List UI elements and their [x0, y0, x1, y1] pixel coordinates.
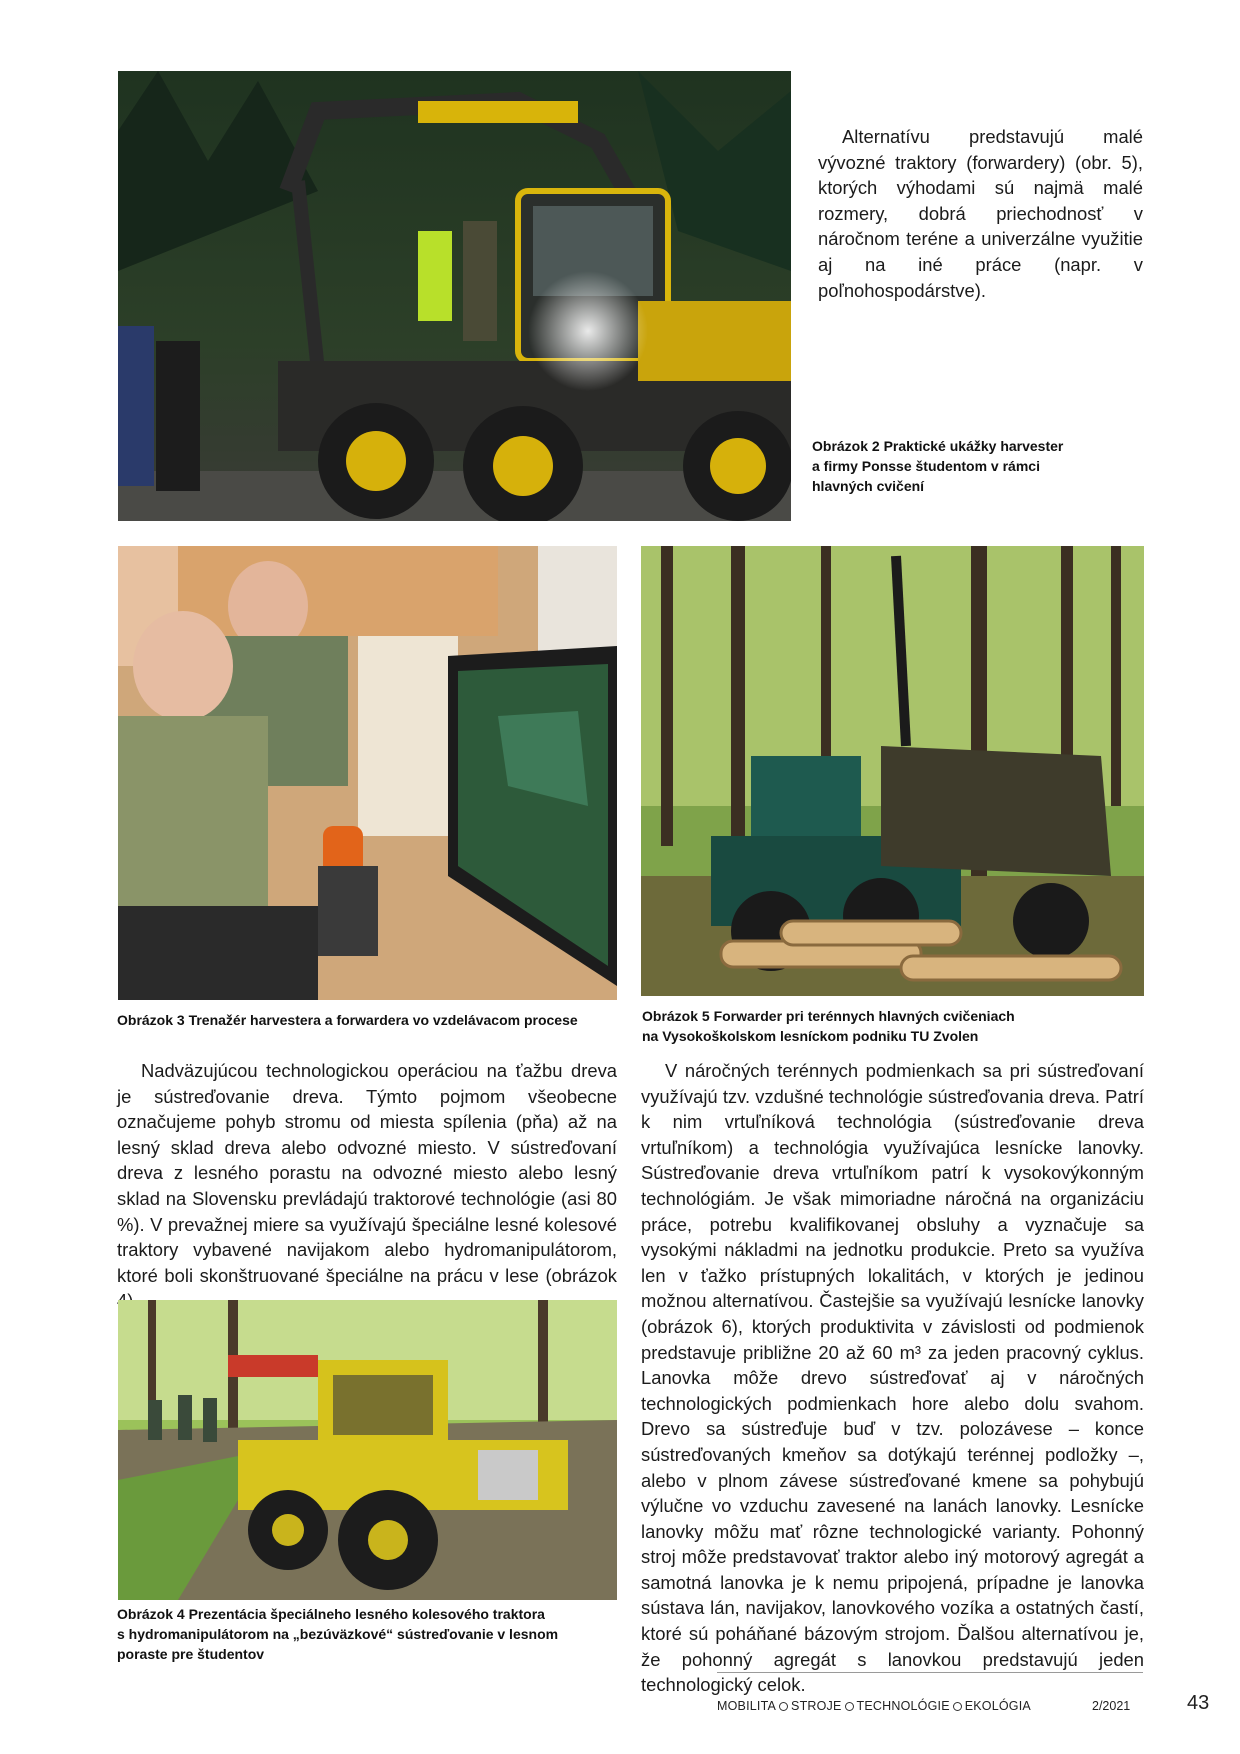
footer-word-stroje: STROJE [791, 1699, 842, 1713]
figure-3-simulator-photo [118, 546, 617, 1000]
right-column-paragraph: V náročných terénnych podmienkach sa pri sústreďovaní využívajú tzv. vzdušné technológie sústreďovania dreva. Patrí k nim vrtuľníková technológia (sústreďovanie dreva vrtuľníkom) a technológia využívajúca lesnícke lanovky. Sústreďovanie dreva vrtuľníkom patrí k vysokovýkonným technológiám. Je však mimoriadne náročná na organizáciu práce, potrebu kvalifikovanej obsluhy a vyznačuje sa vysokými nákladmi na jednotku produkcie. Preto sa využíva len v ťažko prístupných lokalitách, v ktorých je jedinou možnou alternatívou. Častejšie sa využívajú lesnícke lanovky (obrázok 6), ktorých produktivita v závislosti od podmienok predstavuje približne 20 až 60 m³ za jeden pracovný cyklus. Lanovka môže drevo sústreďovať aj v náročných technologických podmienkach hore alebo dolu svahom. Drevo sa sústreďuje buď v tzv. polozávese – konce sústreďovaných kmeňov sa dotýkajú terénnej podložky –, alebo v plnom závese sústreďované kmene sa pohybujú výlučne vo vzduchu zavesené na lanách lanovky. Lesnícke lanovky môžu mať rôzne technologické varianty. Pohonný stroj môže predstavovať traktor alebo iný motorový agregát a samotná lanovka je k nemu pripojená, prípadne je lanovka sústava lán, navijakov, lanovkového vozíka a ostatných častí, ktoré sú poháňané bázovým strojom. Ďalšou alternatívou je, že pohonný agregát s lanovkou predstavujú jeden technologický celok. [641, 1060, 1144, 1696]
figure-5-caption: Obrázok 5 Forwarder pri terénnych hlavných cvičeniach na Vysokoškolskom lesníckom podniku TU Zvolen [642, 1008, 1015, 1044]
figure-2-caption: Obrázok 2 Praktické ukážky harvester a firmy Ponsse študentom v rámci hlavných cvičení [812, 438, 1064, 494]
figure-4-tractor-photo [118, 1300, 617, 1600]
intro-paragraph: Alternatívu predstavujú malé vývozné traktory (forwardery) (obr. 5), ktorých výhodami sú najmä malé rozmery, dobrá priechodnosť v náročnom teréne a univerzálne využitie aj na iné práce (napr. v poľnohospodárstve). [818, 126, 1143, 301]
footer-rule [717, 1672, 1143, 1673]
left-column-paragraph: Nadväzujúcou technologickou operáciou na ťažbu dreva je sústreďovanie dreva. Týmto pojmom všeobecne označujeme pohyb stromu od miesta spílenia (pňa) až na lesný sklad dreva alebo odvozné miesto. V sústreďovaní dreva z lesného porastu na odvozné miesto alebo lesný sklad na Slovensku prevládajú traktorové technológie (asi 80 %). V prevažnej miere sa využívajú špeciálne lesné kolesové traktory vybavené navijakom alebo hydromanipulátorom, ktoré boli skonštruované špeciálne na prácu v lese (obrázok [117, 1060, 617, 1286]
circle-separator-icon [779, 1702, 788, 1711]
footer-word-ekologia: EKOLÓGIA [964, 1699, 1031, 1713]
issue-number: 2/2021 [1092, 1699, 1131, 1713]
footer-word-technologie: TECHNOLÓGIE [856, 1699, 950, 1713]
footer-magazine-name [717, 1699, 1031, 1713]
figure-5-forwarder-photo [641, 546, 1144, 996]
footer-word-mobilita: MOBILITA [717, 1699, 777, 1713]
figure-4-caption: Obrázok 4 Prezentácia špeciálneho lesného kolesového traktora s hydromanipulátorom na „bezúväzkové“ sústreďovanie v lesnom poraste pre študentov [117, 1606, 559, 1662]
page-number: 43 [1187, 1692, 1210, 1714]
circle-separator-icon [953, 1702, 962, 1711]
figure-3-caption: Obrázok 3 Trenažér harvestera a forwardera vo vzdelávacom procese [117, 1012, 578, 1028]
figure-2-harvester-photo [118, 71, 791, 521]
circle-separator-icon [845, 1702, 854, 1711]
